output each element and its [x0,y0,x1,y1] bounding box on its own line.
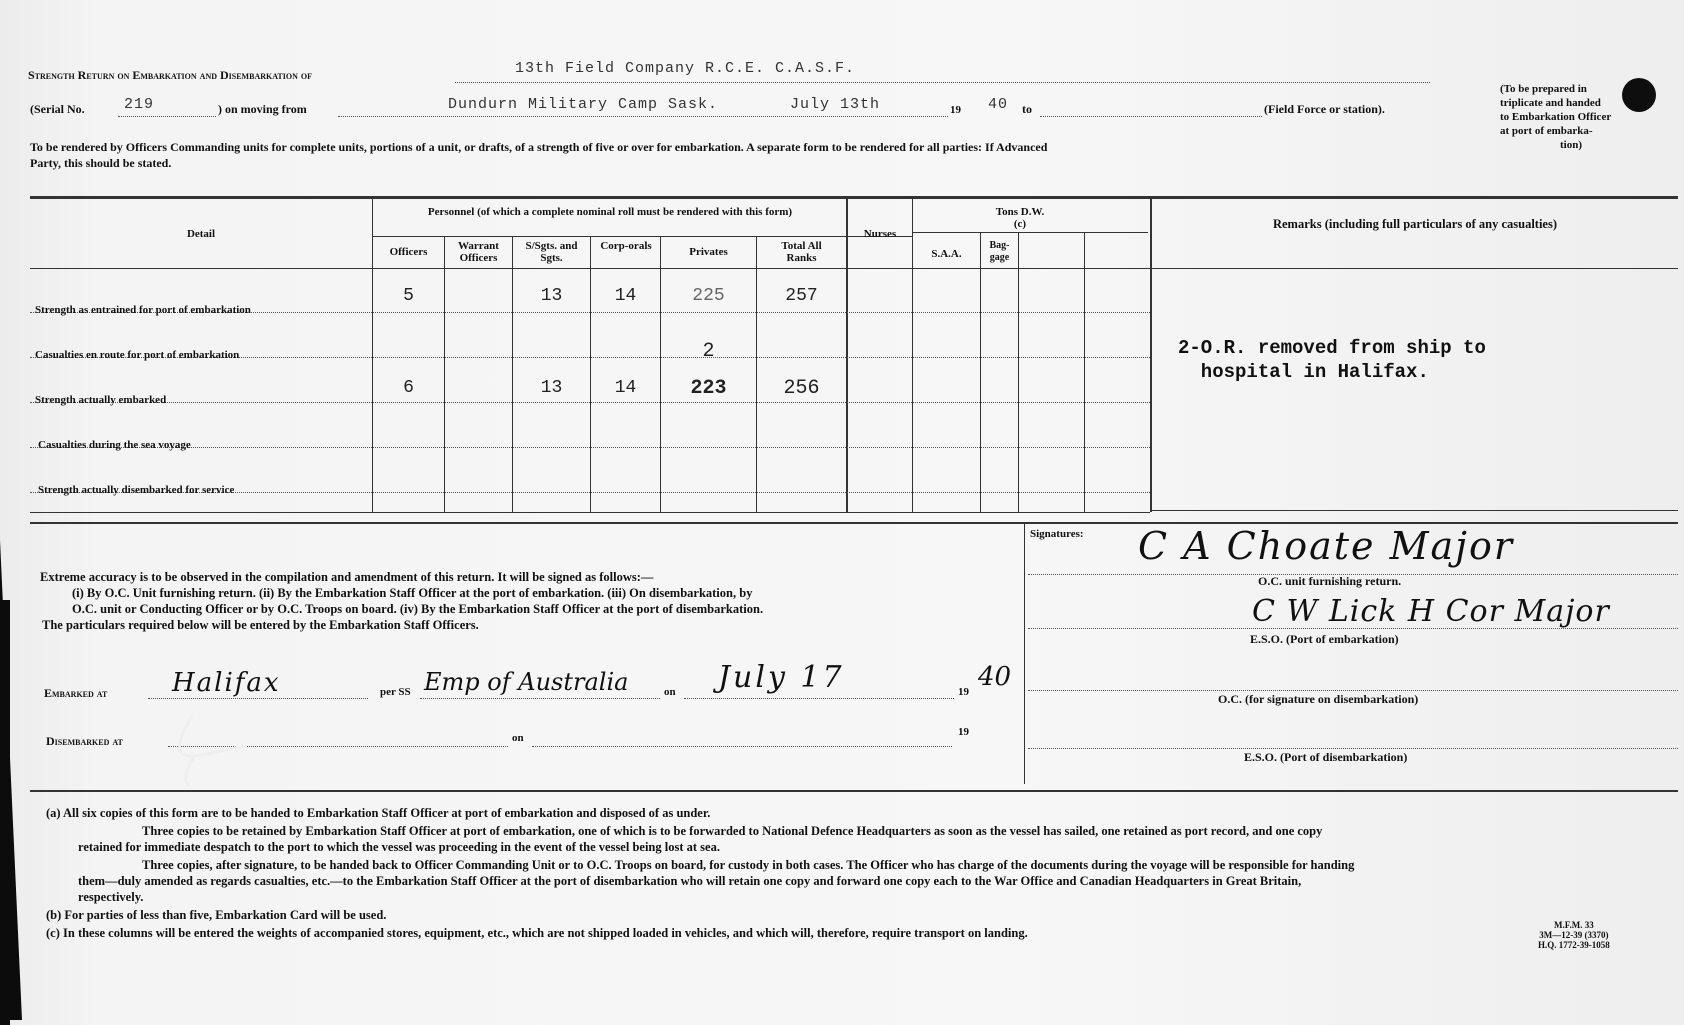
signatures-label: Signatures: [1030,528,1084,540]
embarked-date: July 17 [718,660,845,695]
col-warrant-officers-header: Warrant Officers [458,240,499,264]
ship-name: Emp of Australia [424,668,629,696]
personnel-header: Personnel (of which a complete nominal roll must be rendered with this form) [427,206,793,218]
form-title [28,68,312,83]
side-note-line: tion) [1560,139,1582,151]
ditto-mark [168,710,278,790]
cell-sergeants-entrained: 13 [540,286,563,306]
row-label-casualties-sea: Casualties during the sea voyage [38,439,191,451]
side-note-line: (To be prepared in [1500,83,1587,95]
ink-blot [1622,78,1656,112]
footnote-a-amended: them—duly amended as regards casualties, etc.—to the Embarkation Staff Officer at the port of disembarkation who will retain one copy and forward one copy each to the War Office and Canadian Headquarters in Great Britain, [78,874,1302,888]
col-baggage-header: Bag-gage [989,240,1010,263]
col-saa-header: S.A.A. [931,248,962,260]
col-rule [660,236,661,512]
cell-officers-embarked: 6 [403,378,414,398]
form-number-line: H.Q. 1772-39-1058 [1538,940,1610,950]
tons-header: Tons D.W. (c) [995,206,1045,230]
year-suffix: 40 [988,96,1009,113]
to-dotted-line [1040,116,1262,117]
eso-embarkation-signature: C W Lick H Cor Major [1252,594,1610,629]
col-rule [512,236,513,512]
disembarked-at-label: Disembarked at [46,734,123,748]
table-top-rule [30,196,1678,199]
col-sergeants-header: S/Sgts. and Sgts. [525,240,578,264]
form-title-main: Strength Return [28,68,115,82]
disembarked-on-label: on [512,732,524,744]
disembarked-date-dotted-line [532,746,952,747]
instructions-line-1: To be rendered by Officers Commanding units for complete units, portions of a unit, or drafts, of a strength of five or over for embarkation. A separate form to be rendered for all parties: If Advanced [30,140,1048,154]
remarks-bottom-rule [1150,510,1678,511]
embarked-date-dotted-line [684,698,954,699]
row-label-entrained: Strength as entrained for port of embarkation [35,304,251,316]
per-ss-label: per SS [380,686,411,698]
col-rule [980,232,981,512]
col-rule [1018,232,1019,512]
table-header-rule [30,268,1678,269]
row-line [30,402,1150,403]
col-rule [756,236,757,512]
col-rule [444,236,445,512]
eso-disembarkation-role: E.S.O. (Port of disembarkation) [1244,750,1408,764]
remarks-text: 2-O.R. removed from ship to hospital in Halifax. [1178,337,1486,383]
oc-unit-role: O.C. unit furnishing return. [1258,574,1402,588]
cell-corporals-embarked: 14 [614,378,637,398]
accuracy-instructions: Extreme accuracy is to be observed in the compilation and amendment of this return. It will be signed as follows:— [40,570,654,584]
sig4-dotted-line [1028,748,1678,749]
form-number [1538,920,1610,950]
eso-embarkation-role: E.S.O. (Port of embarkation) [1250,632,1399,646]
detail-header: Detail [186,228,216,240]
signing-instructions-2: O.C. unit or Conducting Officer or by O.C. Troops on board. (iv) By the Embarkation Staff Officer at the port of disembarkation. [72,602,764,616]
unit-name: 13th Field Company R.C.E. C.A.S.F. [515,60,856,77]
col-rule [1150,198,1152,512]
col-rule [912,198,913,512]
personnel-subheader-rule [372,236,912,237]
signing-instructions-1: (i) By O.C. Unit furnishing return. (ii) By the Embarkation Staff Officer at the port of embarkation. (iii) On disembarkation, by [72,586,753,600]
embarked-dotted-line [148,698,368,699]
sig3-dotted-line [1028,690,1678,691]
year-prefix: 19 [950,104,961,116]
side-note-line: to Embarkation Officer [1500,111,1612,123]
embarked-at-label: Embarked at [44,686,108,700]
move-date: July 13th [790,96,881,113]
cell-privates-entrained: 225 [692,286,725,306]
footnote-a-copies-returned: Three copies, after signature, to be handed back to Officer Commanding Unit or to O.C. Troops on board, for custody in both cases. The Officer who has charge of the documents during the voyage will be responsible for handing [142,858,1355,872]
cell-total-embarked: 256 [783,377,820,400]
from-place: Dundurn Military Camp Sask. [448,96,719,113]
form-title-sub: on Embarkation and Disembarkation of [117,68,312,82]
serial-dotted-line [118,116,216,117]
disembarked-year-prefix: 19 [958,726,969,738]
embarked-year-prefix: 19 [958,686,969,698]
serial-label: (Serial No. [30,102,85,116]
form-number-line: 3M—12-39 (3370) [1539,930,1609,940]
side-note-line: triplicate and handed [1500,97,1601,109]
footnote-a-respectively: respectively. [78,890,144,904]
col-rule [846,198,848,512]
embarked-place: Halifax [172,668,281,698]
row-line [30,447,1150,448]
field-force-label: (Field Force or station). [1264,102,1385,116]
col-rule [590,236,591,512]
tons-subheader-rule [912,232,1148,233]
cell-total-entrained: 257 [785,286,818,306]
page-edge-shadow-strip [0,600,10,1025]
col-officers-header: Officers [389,246,428,258]
row-label-casualties-en-route: Casualties en route for port of embarkation [35,349,240,361]
particulars-instructions: The particulars required below will be entered by the Embarkation Staff Officers. [42,618,479,632]
unit-dotted-line [455,82,1430,83]
col-total-header: Total All Ranks [781,240,822,264]
embarked-on-label: on [664,686,676,698]
cell-sergeants-embarked: 13 [540,378,563,398]
footnotes-rule [30,790,1678,792]
nurses-header: Nurses [863,228,897,240]
footnote-b: (b) For parties of less than five, Embarkation Card will be used. [46,908,387,922]
cell-privates-casualties-en-route: 2 [702,340,715,363]
footnote-a-despatch: retained for immediate despatch to the port to which the vessel was proceeding in the event of the vessel being lost at sea. [78,840,720,854]
footnote-c: (c) In these columns will be entered the weights of accompanied stores, equipment, etc., which are not shipped loaded in vehicles, and which will, therefore, require transport on landing. [46,926,1028,940]
col-corporals-header: Corp-orals [600,240,652,252]
cell-privates-embarked: 223 [690,377,727,400]
table-bottom-rule [30,512,1150,513]
col-privates-header: Privates [689,246,728,258]
remarks-header: Remarks (including full particulars of any casualties) [1272,217,1558,231]
form-number-line: M.F.M. 33 [1554,920,1594,930]
row-label-embarked: Strength actually embarked [35,394,167,406]
col-rule [1084,232,1085,512]
side-note-line: at port of embarka- [1500,125,1593,137]
row-label-disembarked: Strength actually disembarked for service [38,484,235,496]
instructions-line-2: Party, this should be stated. [30,156,172,170]
signatures-divider [1024,522,1025,784]
oc-signature: C A Choate Major [1138,524,1514,568]
cell-corporals-entrained: 14 [614,286,637,306]
oc-disembarkation-role: O.C. (for signature on disembarkation) [1218,692,1419,706]
side-note [1500,82,1611,152]
footnote-a: (a) All six copies of this form are to be handed to Embarkation Staff Officer at port of embarkation and disposed of as under. [46,806,711,820]
moving-dotted-line [338,116,948,117]
footnote-a-copies-retained: Three copies to be retained by Embarkation Staff Officer at port of embarkation, one of which is to be forwarded to National Defence Headquarters as soon as the vessel has sailed, one retained as port record, and one copy [142,824,1323,838]
ship-dotted-line [420,698,660,699]
cell-officers-entrained: 5 [403,286,414,306]
embarked-year-suffix: 40 [978,662,1012,692]
moving-from-label: ) on moving from [218,102,307,116]
to-label: to [1022,102,1032,116]
serial-number: 219 [124,96,155,113]
